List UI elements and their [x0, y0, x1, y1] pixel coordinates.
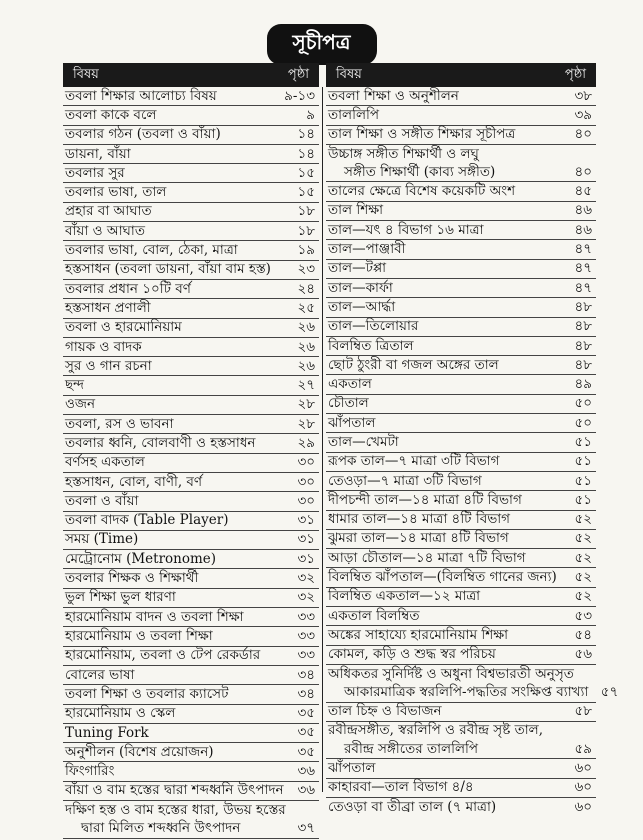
toc-entry-title: তাল চিহ্ন ও বিভাজন	[328, 703, 442, 720]
toc-entry-title: তবলার সুর	[65, 164, 125, 181]
toc-row	[63, 357, 319, 376]
toc-entry-title: তবলার ভাষা, বোল, ঠেকা, মাত্রা	[65, 242, 238, 259]
left-header-page: পৃষ্ঠা	[287, 66, 309, 82]
toc-entry-title: একতাল বিলম্বিত	[328, 607, 420, 624]
toc-entry-title: ছন্দ	[65, 377, 85, 394]
toc-entry-page: ৩২	[297, 570, 315, 587]
toc-entry-title: তবলার গঠন (তবলা ও বাঁয়া)	[65, 126, 221, 143]
toc-entry-page: ৩০	[297, 454, 315, 471]
toc-entry-title: একতাল	[328, 376, 372, 393]
toc-entry-page: ৩৩	[297, 627, 315, 644]
toc-entry-title: রূপক তাল—৭ মাত্রা ৩টি বিভাগ	[328, 453, 500, 470]
toc-entry-page: ৩৯	[574, 106, 592, 123]
toc-entry-title: দীপচন্দী তাল—১৪ মাত্রা ৪টি বিভাগ	[328, 491, 522, 508]
toc-entry-title: সঙ্গীত শিক্ষার্থী (কাব্য সঙ্গীত)	[344, 163, 496, 180]
toc-entry-page: ২৩	[297, 261, 315, 278]
toc-entry-page: ৩৮	[574, 87, 592, 104]
toc-entry-title: তবলার ধ্বনি, বোলবাণী ও হস্তসাধন	[65, 435, 256, 451]
toc-entry-page: ৩৫	[297, 743, 315, 760]
toc-entry-title: রবীন্দ্র সঙ্গীতের তাললিপি	[344, 740, 479, 757]
toc-entry-page: ৫১	[574, 453, 592, 470]
toc-entry-title: তাল—আর্দ্ধা	[328, 298, 396, 315]
toc-entry-page: ২৭	[297, 377, 315, 394]
toc-entry-title: হস্তসাধন, বোল, বাণী, বর্ণ	[65, 473, 203, 490]
toc-entry-title: গায়ক ও বাদক	[65, 338, 142, 355]
toc-entry-page: ২৬	[297, 357, 315, 374]
toc-entry-title: কাহারবা—তাল বিভাগ ৪/৪	[328, 779, 474, 796]
toc-entry-title: তবলা ও হারমোনিয়াম	[65, 319, 182, 336]
toc-entry-page: ৪৮	[574, 356, 592, 373]
toc-entry-page: ৫১	[574, 491, 592, 508]
toc-entry-title: তাল শিক্ষা ও সঙ্গীত শিক্ষার সূচীপত্র	[328, 126, 516, 143]
toc-entry-title: প্রহার বা আঘাত	[65, 203, 152, 220]
toc-entry-title: তাল—খেমটা	[328, 434, 399, 450]
toc-entry-page: ৪০	[574, 126, 592, 143]
toc-entry-title: তেওড়া বা তীব্রা তাল (৭ মাত্রা)	[328, 798, 497, 815]
toc-entry-title: তালের ক্ষেত্রে বিশেষ কয়েকটি অংশ	[328, 183, 516, 200]
toc-entry-page: ৩৪	[297, 666, 315, 683]
toc-entry-title: তবলা শিক্ষা ও অনুশীলন	[328, 87, 459, 104]
toc-entry-title: তাল—কার্ফা	[328, 279, 393, 296]
toc-entry-page: ৯-১৩	[284, 87, 315, 104]
toc-entry-title: ঝুমরা তাল—১৪ মাত্রা ৪টি বিভাগ	[328, 530, 509, 547]
left-header	[63, 63, 319, 87]
toc-entry-page: ৫৭	[600, 683, 619, 700]
toc-entry-page: ৫২	[574, 569, 592, 586]
toc-entry-title: ঝাঁপতাল	[328, 414, 376, 431]
toc-entry-title: কোমল, কড়ি ও শুদ্ধ স্বর পরিচয়	[328, 646, 496, 663]
toc-entry-title: সুর ও গান রচনা	[65, 357, 152, 374]
toc-entry-title: হারমোনিয়াম, তবলা ও টেপ রেকর্ডার	[65, 647, 261, 664]
toc-entry-page: ৩০	[297, 473, 315, 490]
toc-entry-title: ডায়না, বাঁয়া	[65, 145, 131, 162]
toc-entry-page: ৬০	[574, 760, 592, 777]
toc-entry-page: ১৮	[297, 203, 315, 220]
toc-entry-title: তাল—যৎ ৪ বিভাগ ১৬ মাত্রা	[328, 221, 484, 238]
toc-entry-page: ২৯	[297, 435, 315, 451]
toc-entry-title: তেওড়া—৭ মাত্রা ৩টি বিভাগ	[328, 472, 482, 489]
toc-entry-page: ৩৬	[297, 763, 315, 780]
toc-entry-page: ১৪	[297, 126, 315, 143]
toc-entry-title: ফিংগারিং	[65, 763, 115, 780]
toc-entry-title: তাললিপি	[328, 106, 380, 123]
toc-entry-title: বিলম্বিত ত্রিতাল	[328, 337, 414, 354]
toc-entry-page: ৬০	[574, 779, 592, 796]
toc-entry-title: হারমোনিয়াম ও তবলা শিক্ষা	[65, 627, 213, 644]
toc-entry-page: ৫১	[574, 472, 592, 489]
toc-entry-page: ২৬	[297, 338, 315, 355]
toc-entry-title: তাল—পাঞ্জাবী	[328, 241, 406, 258]
toc-entry-title: ধামার তাল—১৪ মাত্রা ৪টি বিভাগ	[328, 511, 511, 528]
toc-entry-title: তবলা, রস ও ভাবনা	[65, 415, 174, 432]
toc-entry-title: Tuning Fork	[65, 724, 149, 741]
toc-entry-page: ৫০	[574, 395, 592, 412]
toc-entry-page: ৫২	[574, 511, 592, 528]
toc-entry-page: ১৫	[297, 164, 315, 181]
toc-entry-title: সময় (Time)	[65, 531, 139, 548]
toc-entry-title: বাঁয়া ও আঘাত	[65, 222, 145, 239]
toc-entry-page: ৪৮	[574, 318, 592, 335]
toc-entry-page: ৪৮	[574, 298, 592, 315]
toc-entry-title: তবলার শিক্ষক ও শিক্ষার্থী	[65, 570, 199, 587]
toc-entry-title: রবীন্দ্রসঙ্গীত, স্বরলিপি ও রবীন্দ্র সৃষ্ট তাল,	[328, 722, 543, 739]
toc-entry-page: ১৯	[297, 242, 315, 259]
toc-entry-page: ৪৭	[574, 260, 592, 277]
toc-entry-page: ৩৩	[297, 608, 315, 625]
toc-entry-title: হারমোনিয়াম ও স্কেল	[65, 705, 176, 722]
toc-entry-page: ১৫	[297, 184, 315, 201]
toc-entry-title: বিলম্বিত ঝাঁপতাল—(বিলম্বিত গানের জন্য)	[328, 569, 557, 586]
toc-entry-page: ৪৬	[574, 202, 592, 219]
toc-entry-page: ৪৭	[574, 279, 592, 296]
title-wrap	[0, 24, 643, 65]
toc-entry-title: বর্ণসহ একতাল	[65, 454, 145, 471]
toc-entry-page: ৫২	[574, 549, 592, 566]
toc-entry-page: ৪৯	[574, 376, 592, 393]
toc-entry-title: ওজন	[65, 396, 96, 413]
toc-row	[63, 705, 319, 724]
toc-entry-title: ভুল শিক্ষা ভুল ধারণা	[65, 589, 176, 606]
toc-entry-page: ৪৬	[574, 221, 592, 238]
toc-entry-title: হারমোনিয়াম বাদন ও তবলা শিক্ষা	[65, 608, 244, 625]
toc-entry-page: ৩৪	[297, 685, 315, 702]
toc-entry-page: ৩১	[297, 531, 315, 548]
toc-entry-title: বাঁয়া ও বাম হস্তের দ্বারা শব্দধ্বনি উৎপাদন	[65, 782, 284, 799]
toc-entry-page: ৩১	[297, 512, 315, 529]
toc-entry-page: ৩৭	[297, 819, 315, 836]
toc-entry-title: অনুশীলন (বিশেষ প্রয়োজন)	[65, 743, 214, 760]
toc-entry-page: ২৮	[297, 415, 315, 432]
toc-row	[63, 376, 319, 395]
toc-entry-page: ১৪	[297, 145, 315, 162]
toc-entry-title: মেট্রোনোম (Metronome)	[65, 550, 217, 567]
toc-entry-page: ৬০	[574, 798, 592, 815]
toc-entry-title: চৌতাল	[328, 395, 369, 412]
toc-entry-title: উচ্চাঙ্গ সঙ্গীত শিক্ষার্থী ও লঘু	[328, 145, 479, 162]
toc-entry-page: ৯	[306, 106, 315, 123]
toc-entry-page: ৪৭	[574, 241, 592, 258]
toc-entry-page: ৪৮	[574, 337, 592, 354]
toc-entry-page: ৫২	[574, 530, 592, 547]
right-header-subject: বিষয়	[336, 66, 362, 82]
toc-entry-title: তবলা কাকে বলে	[65, 106, 157, 123]
toc-row	[63, 819, 319, 838]
toc-entry-title: তবলা শিক্ষা ও তবলার ক্যাসেট	[65, 685, 229, 702]
toc-entry-title: তাল—টপ্পা	[328, 260, 387, 277]
toc-entry-title: ঝাঁপতাল	[328, 760, 376, 777]
toc-entry-title: তবলা ও বাঁয়া	[65, 492, 139, 509]
toc-entry-title: দক্ষিণ হস্ত ও বাম হস্তের ধারা, উভয় হস্তের	[65, 801, 286, 818]
left-rows	[63, 87, 319, 839]
toc-entry-page: ৩০	[297, 492, 315, 509]
right-column	[326, 63, 619, 816]
toc-entry-title: তবলা শিক্ষার আলোচ্য বিষয়	[65, 87, 217, 104]
right-rows	[326, 87, 619, 816]
toc-entry-page: ১৮	[297, 222, 315, 239]
toc-entry-page: ৫৮	[574, 703, 592, 720]
toc-entry-title: তাল শিক্ষা	[328, 202, 384, 219]
toc-entry-page: ২৮	[297, 396, 315, 413]
toc-entry-page: ৩৩	[297, 647, 315, 664]
right-header	[326, 63, 596, 87]
toc-entry-title: হস্তসাধন (তবলা ডায়না, বাঁয়া বাম হস্ত)	[65, 261, 271, 278]
toc-entry-page: ৫২	[574, 588, 592, 605]
toc-entry-page: ৫৩	[574, 607, 592, 624]
toc-entry-page: ৩৫	[297, 724, 315, 741]
toc-entry-title: অধিকতর সুনির্দিষ্ট ও অধুনা বিশ্বভারতী অনুসৃত	[328, 665, 574, 682]
page-title: সূচীপত্র	[267, 24, 377, 65]
toc-entry-title: তবলা বাদক (Table Player)	[65, 512, 229, 529]
toc-entry-page: ২৬	[297, 319, 315, 336]
toc-entry-page: ৫০	[574, 414, 592, 431]
toc-entry-title: আড়া চৌতাল—১৪ মাত্রা ৭টি বিভাগ	[328, 549, 526, 566]
left-column	[63, 63, 319, 839]
toc-entry-page: ৫৬	[574, 646, 592, 663]
toc-entry-title: আকারমাত্রিক স্বরলিপি-পদ্ধতির সংক্ষিপ্ত ব্যাখ্যা	[344, 683, 589, 700]
toc-entry-title: তবলার ভাষা, তাল	[65, 184, 167, 201]
toc-entry-title: ছোট ঠুংরী বা গজল অঙ্গের তাল	[328, 356, 499, 373]
toc-entry-page: ৩২	[297, 589, 315, 606]
toc-entry-page: ৩৫	[297, 705, 315, 722]
toc-entry-page: ৪৫	[574, 183, 592, 200]
toc-entry-title: বোলের ভাষা	[65, 666, 135, 683]
toc-entry-page: ৫৯	[574, 740, 592, 757]
toc-entry-title: বিলম্বিত একতাল—১২ মাত্রা	[328, 588, 481, 605]
toc-entry-title: হস্তসাধন প্রণালী	[65, 299, 151, 316]
toc-entry-page: ২৪	[297, 280, 315, 297]
toc-entry-page: ৫৪	[574, 626, 592, 643]
left-header-subject: বিষয়	[73, 66, 99, 82]
right-header-page: পৃষ্ঠা	[564, 66, 586, 82]
toc-entry-page: ৪০	[574, 163, 592, 180]
column-divider	[322, 87, 323, 792]
toc-entry-title: অঙ্কের সাহায্যে হারমোনিয়াম শিক্ষা	[328, 626, 509, 643]
toc-entry-page: ৫১	[574, 434, 592, 450]
toc-entry-page: ৩১	[297, 550, 315, 567]
toc-row	[326, 798, 596, 816]
toc-entry-page: ২৫	[297, 299, 315, 316]
toc-entry-title: তবলার প্রধান ১০টি বর্ণ	[65, 280, 191, 297]
toc-entry-title: তাল—তিলোয়ার	[328, 318, 419, 335]
toc-entry-title: দ্বারা মিলিত শব্দধ্বনি উৎপাদন	[81, 819, 241, 836]
toc-entry-page: ৩৬	[297, 782, 315, 799]
